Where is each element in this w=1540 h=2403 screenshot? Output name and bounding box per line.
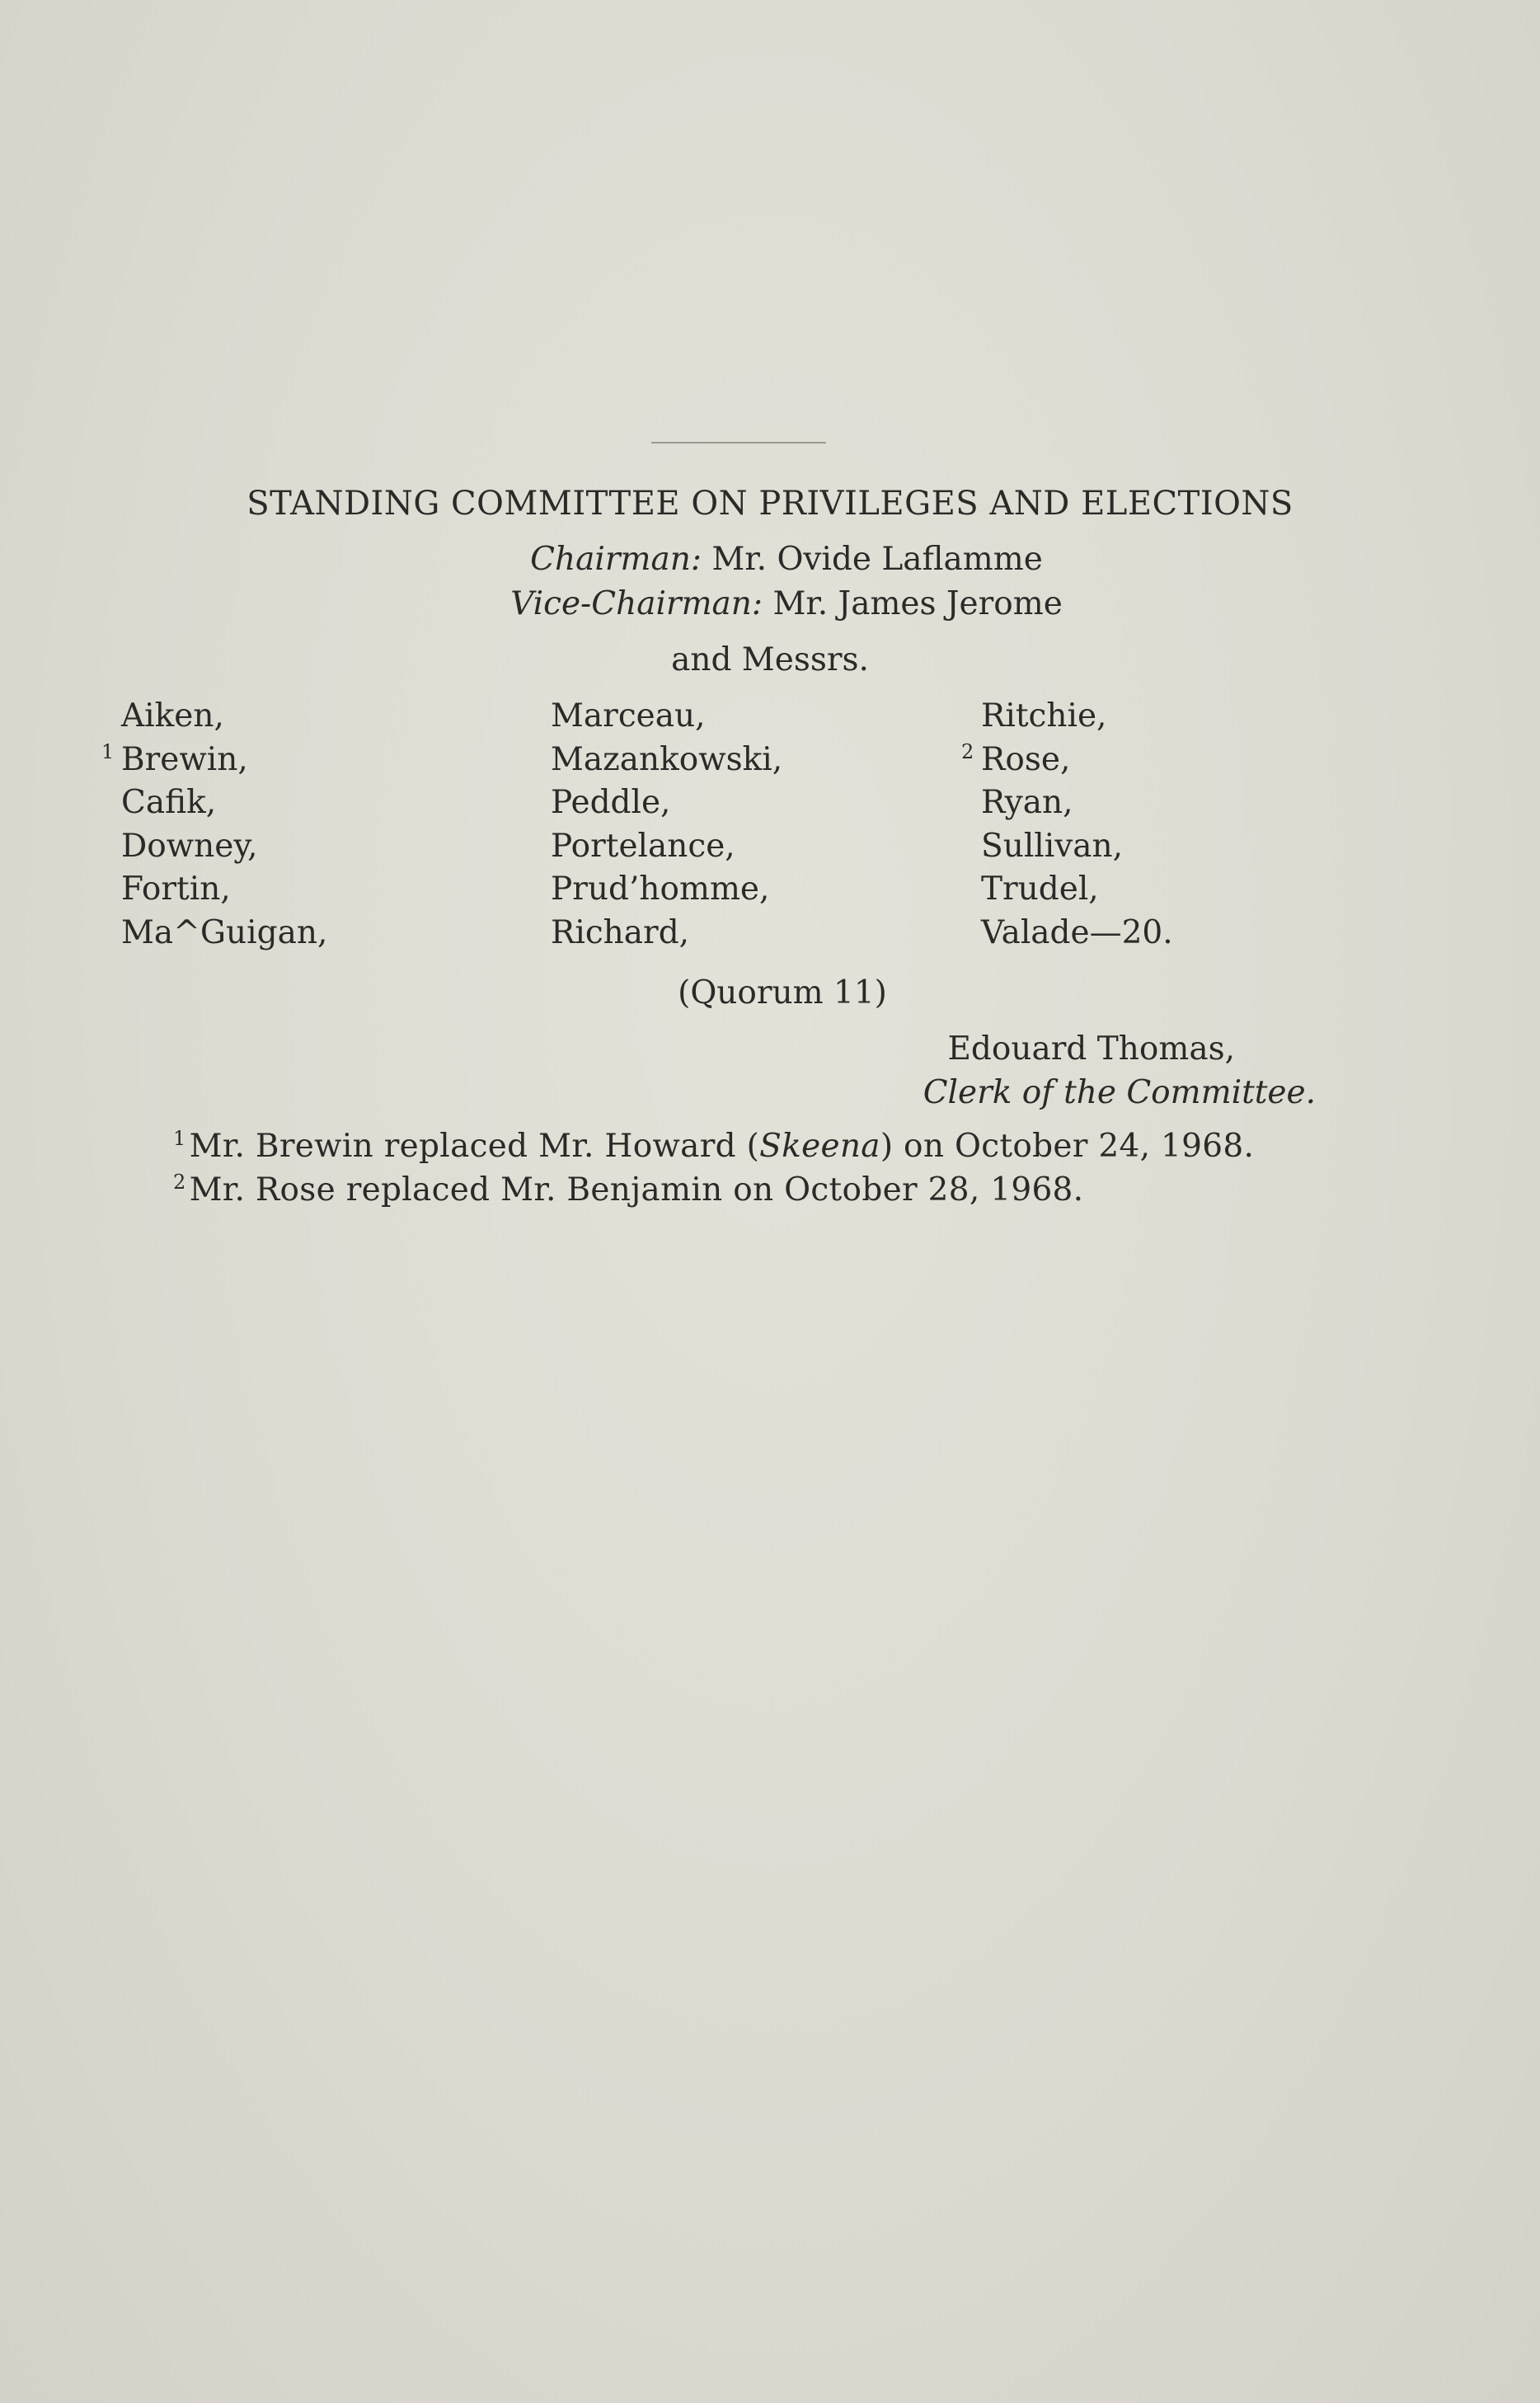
clerk-title: Clerk of the Committee. xyxy=(923,1074,1316,1111)
footnote-2: $^2$ Mr. Rose replaced Mr. Benjamin on October 28, 1968. xyxy=(173,1171,1084,1209)
member-name: Ma^Guigan, xyxy=(121,913,328,951)
committee-title: STANDING COMMITTEE ON PRIVILEGES AND ELECTIONS xyxy=(246,485,1294,523)
member-name: Fortin, xyxy=(121,871,231,908)
top-divider xyxy=(651,442,826,444)
chairman-role: Chairman: xyxy=(530,541,702,578)
footnote-mark: 1 xyxy=(173,1127,186,1150)
member-name: Ryan, xyxy=(981,784,1073,821)
footnote-mark: 2 xyxy=(173,1171,186,1194)
vice-chairman-name: Mr. James Jerome xyxy=(772,585,1063,622)
member-name: Aiken, xyxy=(121,697,224,735)
vice-chairman-role: Vice-Chairman: xyxy=(510,585,763,622)
member-name: Marceau, xyxy=(551,697,706,735)
member-name: Cafik, xyxy=(121,784,217,821)
member-name: Downey, xyxy=(121,827,258,865)
member-name: 2 Rose, xyxy=(981,739,1173,782)
footnote-1: $^1$ Mr. Brewin replaced Mr. Howard (Skeena) on October 24, 1968. xyxy=(173,1127,1255,1165)
member-name: Peddle, xyxy=(551,784,671,821)
members-column-2 xyxy=(551,695,782,955)
footnote-mark: 2 xyxy=(961,739,974,763)
members-column-1 xyxy=(101,695,328,955)
member-name: Richard, xyxy=(551,913,690,951)
member-name: Mazankowski, xyxy=(551,740,783,778)
chairman-line xyxy=(16,541,1540,578)
chairman-name: Mr. Ovide Laflamme xyxy=(711,541,1043,578)
footnote-mark: 1 xyxy=(101,739,115,763)
member-name: Ritchie, xyxy=(981,697,1107,735)
member-name: Trudel, xyxy=(981,871,1099,908)
member-name: Prud’homme, xyxy=(551,871,770,908)
and-messrs: and Messrs. xyxy=(671,641,869,678)
member-name: Valade—20. xyxy=(981,913,1173,951)
vice-chairman-line xyxy=(16,585,1540,622)
member-name: Portelance, xyxy=(551,827,735,865)
clerk-name: Edouard Thomas, xyxy=(947,1030,1235,1068)
member-name: Sullivan, xyxy=(981,827,1124,865)
members-column-3 xyxy=(961,695,1173,955)
member-name: 1 Brewin, xyxy=(121,739,327,782)
quorum: (Quorum 11) xyxy=(678,974,887,1011)
